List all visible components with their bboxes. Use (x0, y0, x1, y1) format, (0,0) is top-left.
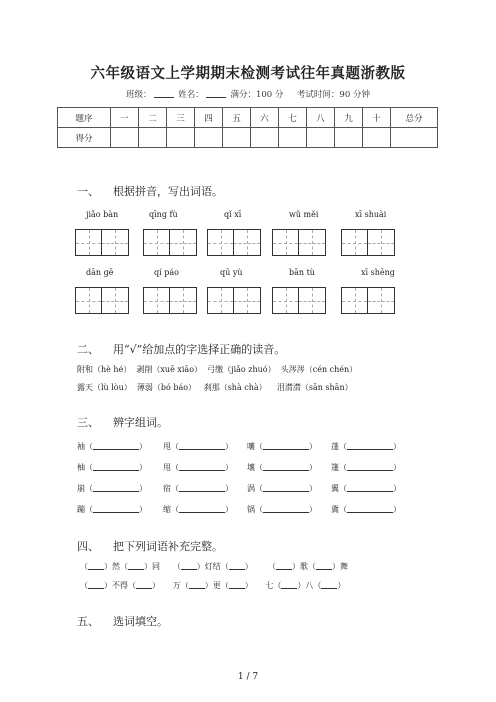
score-cell[interactable] (111, 128, 139, 148)
score-cell[interactable] (391, 128, 438, 148)
idiom-line: （ ）然（ ）同 （ ）灯结（ ） （ ）歌（ ）舞 (80, 562, 348, 571)
header-cell: 二 (139, 108, 167, 128)
answer-blank[interactable] (179, 483, 225, 492)
char: 涡 (247, 484, 255, 493)
char: 袖 (77, 442, 85, 451)
answer-blank[interactable] (128, 561, 144, 570)
char: 壤 (247, 463, 255, 472)
pronunciation-item[interactable]: 刹那（shà chà） (203, 383, 267, 392)
pinyin: qí páo (154, 268, 179, 277)
writing-box[interactable] (75, 229, 129, 256)
score-cell[interactable] (335, 128, 363, 148)
answer-blank[interactable] (347, 483, 393, 492)
word-row: 柚（ ） (77, 463, 147, 472)
word-row: 蹦（ ） (77, 505, 147, 514)
word-row: 涡（ ） (247, 484, 317, 493)
score-cell[interactable] (167, 128, 195, 148)
pinyin: jiǎo bàn (86, 210, 119, 219)
score-cell[interactable] (251, 128, 279, 148)
pronunciation-item[interactable]: 附和（hè hé） (77, 365, 132, 374)
word-row: 甩（ ） (163, 442, 233, 451)
pronunciation-line (77, 382, 353, 393)
pinyin: bān tù (289, 268, 315, 277)
section-title: 选词填空。 (113, 615, 168, 628)
page-title: 六年级语文上学期期末检测考试往年真题浙教版 (90, 65, 406, 82)
header-cell: 三 (167, 108, 195, 128)
pronunciation-item[interactable]: 剥削（xuē xiāo） (136, 365, 203, 374)
answer-blank[interactable] (263, 462, 309, 471)
pinyin: wǔ měi (289, 210, 319, 219)
header-cell: 八 (307, 108, 335, 128)
header-cell: 总分 (391, 108, 438, 128)
writing-box[interactable] (143, 287, 197, 314)
score-cell[interactable] (363, 128, 391, 148)
writing-box[interactable] (75, 287, 129, 314)
pinyin: qīng fù (149, 210, 178, 219)
answer-blank[interactable] (88, 561, 104, 570)
score-cell[interactable] (195, 128, 223, 148)
word-row: 袖（ ） (77, 442, 147, 451)
word-row: 壤（ ） (247, 463, 317, 472)
answer-blank[interactable] (93, 441, 139, 450)
word-row: 缩（ ） (163, 505, 233, 514)
header-cell: 四 (195, 108, 223, 128)
writing-box[interactable] (143, 229, 197, 256)
page-number: 1 / 7 (237, 672, 259, 682)
section-number: 四、 (77, 540, 99, 553)
answer-blank[interactable] (347, 504, 393, 513)
header-cell: 十 (363, 108, 391, 128)
word-row: 崩（ ） (77, 484, 147, 493)
answer-blank[interactable] (263, 441, 309, 450)
header-cell: 题序 (58, 108, 111, 128)
pinyin: dān gē (86, 268, 114, 277)
name-blank[interactable] (206, 89, 226, 98)
section-title: 辨字组词。 (113, 416, 168, 429)
answer-blank[interactable] (276, 561, 292, 570)
section-title: 根据拼音，写出词语。 (113, 185, 223, 198)
section-number: 二、 (77, 343, 99, 356)
pinyin: qū yù (220, 268, 243, 277)
answer-blank[interactable] (263, 504, 309, 513)
char: 嚷 (247, 442, 255, 451)
score-cell[interactable] (139, 128, 167, 148)
answer-blank[interactable] (263, 483, 309, 492)
section-4-heading (77, 538, 223, 554)
pinyin: xī shēng (361, 268, 395, 277)
score-table (57, 107, 438, 148)
word-row: 锅（ ） (247, 505, 317, 514)
header-cell: 六 (251, 108, 279, 128)
idiom-line: （ ）不得（ ） 万（ ）更（ ） 七（ ）八（ ） (80, 581, 346, 590)
writing-box[interactable] (272, 287, 326, 314)
word-row: 甩（ ） (163, 463, 233, 472)
exam-time: 考试时间：90 分钟 (296, 90, 370, 100)
char: 冀 (331, 505, 339, 514)
char: 崩 (77, 484, 85, 493)
section-title: 把下列词语补充完整。 (113, 540, 223, 553)
score-row (58, 128, 438, 148)
header-cell: 五 (223, 108, 251, 128)
answer-blank[interactable] (179, 462, 225, 471)
pinyin: xī shuài (355, 210, 387, 219)
answer-blank[interactable] (347, 441, 393, 450)
answer-blank[interactable] (181, 561, 197, 570)
answer-blank[interactable] (321, 580, 337, 589)
section-number: 五、 (77, 615, 99, 628)
writing-box[interactable] (341, 229, 395, 256)
answer-blank[interactable] (93, 462, 139, 471)
writing-box[interactable] (207, 287, 261, 314)
writing-box[interactable] (272, 229, 326, 256)
word-row: 篷（ ） (331, 463, 401, 472)
writing-box[interactable] (207, 229, 261, 256)
char: 锅 (247, 505, 255, 514)
answer-blank[interactable] (281, 580, 297, 589)
word-row: 翼（ ） (331, 484, 401, 493)
section-5-heading (77, 613, 168, 629)
char: 蓬 (331, 442, 339, 451)
score-cell[interactable] (223, 128, 251, 148)
answer-blank[interactable] (229, 580, 245, 589)
answer-blank[interactable] (316, 561, 332, 570)
answer-blank[interactable] (229, 561, 245, 570)
word-row: 嚷（ ） (247, 442, 317, 451)
pronunciation-item[interactable]: 露天（lù lòu） (77, 383, 132, 392)
class-blank[interactable] (154, 89, 174, 98)
char: 柚 (77, 463, 85, 472)
section-number: 三、 (77, 416, 99, 429)
char: 缩 (163, 505, 171, 514)
exam-meta (0, 88, 496, 100)
name-label: 姓名： (178, 90, 204, 100)
section-title: 用“√”给加点的字选择正确的读音。 (113, 343, 286, 356)
answer-blank[interactable] (88, 580, 104, 589)
pronunciation-item[interactable]: 薄弱（bó báo） (136, 383, 197, 392)
section-3-heading (77, 414, 168, 430)
full-marks: 满分：100 分 (230, 90, 284, 100)
writing-box[interactable] (341, 287, 395, 314)
score-cell[interactable] (279, 128, 307, 148)
char: 蹦 (77, 505, 85, 514)
score-row-label: 得分 (58, 128, 111, 148)
answer-blank[interactable] (93, 483, 139, 492)
section-number: 一、 (77, 185, 99, 198)
word-row: 蓬（ ） (331, 442, 401, 451)
pronunciation-item[interactable]: 头涔涔（cén chén） (280, 365, 358, 374)
char: 甩 (163, 463, 171, 472)
char: 篷 (331, 463, 339, 472)
section-1-heading (77, 183, 223, 199)
answer-blank[interactable] (179, 504, 225, 513)
char: 甩 (163, 442, 171, 451)
header-cell: 九 (335, 108, 363, 128)
pronunciation-line (77, 364, 357, 375)
pronunciation-item[interactable]: 泪潸潸（sān shān） (276, 383, 353, 392)
section-2-heading (77, 341, 285, 357)
header-cell: 七 (279, 108, 307, 128)
class-label: 班级： (126, 90, 152, 100)
pinyin: qǐ xī (224, 210, 242, 219)
word-row: 冀（ ） (331, 505, 401, 514)
pronunciation-item[interactable]: 弓缴（jiǎo zhuó） (207, 365, 276, 374)
word-row: 宿（ ） (163, 484, 233, 493)
char: 翼 (331, 484, 339, 493)
char: 宿 (163, 484, 171, 493)
score-table-header (58, 108, 438, 128)
header-cell: 一 (111, 108, 139, 128)
score-cell[interactable] (307, 128, 335, 148)
answer-blank[interactable] (136, 580, 152, 589)
answer-blank[interactable] (189, 580, 205, 589)
answer-blank[interactable] (347, 462, 393, 471)
answer-blank[interactable] (93, 504, 139, 513)
answer-blank[interactable] (179, 441, 225, 450)
